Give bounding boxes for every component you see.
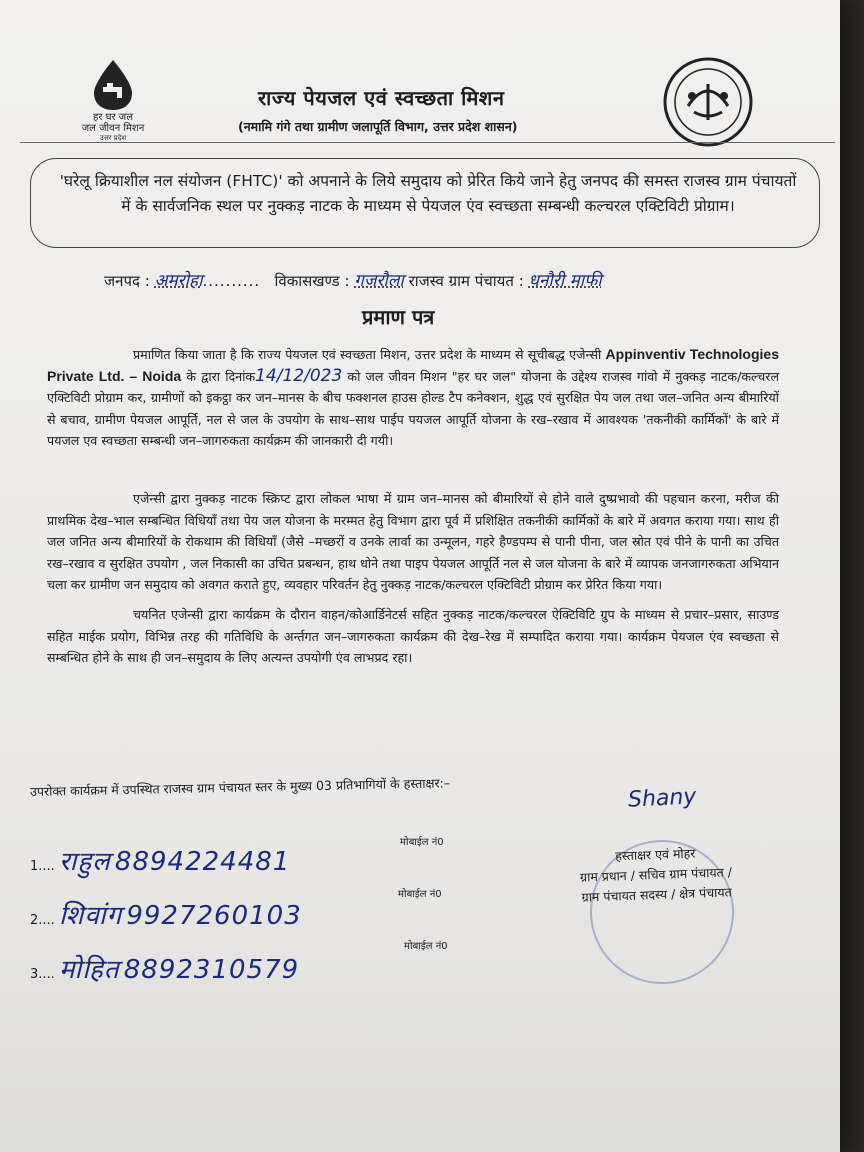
mobile-label: मोबाईल नं0 (398, 889, 442, 900)
agency-name: Appinventiv Technologies Private Ltd. – Noida (47, 346, 779, 384)
signatory-line3: ग्राम पंचायत सदस्य / क्षेत्र पंचायत (581, 884, 733, 905)
mobile-label: मोबाईल नं0 (404, 941, 448, 952)
attendee-phone: 9927260103 (126, 901, 302, 931)
header-divider (20, 142, 835, 143)
attendees-note: उपरोक्त कार्यक्रम में उपस्थित राजस्व ग्राम पंचायत स्तर के मुख्य 03 प्रतिभागियों के हस्ताक्षर:– (29, 775, 451, 800)
panchayat-label: राजस्व ग्राम पंचायत : (408, 272, 524, 290)
har-ghar-jal-logo (70, 58, 156, 143)
para1-c: को जल जीवन मिशन "हर घर जल" योजना के उद्देश्य राजस्व गांवो में नुक्कड़ नाटक/कल्चरल एक्टिविटी प्रोग्राम कर, ग्रामीणों को इकट्ठा कर जन–मानस के बीच फक्शनल हाउस होल्ड टैप कनेक्शन, शुद्ध एवं सुरक्षित पेय जल तथा जल–जनित अन्य बीमारियों से बचाव, ग्रामीण पेयजल आपूर्ति, नल से जल के उपयोग के साथ–साथ पाईप पयजल आपूर्ति योजना के रख–रखाव में आवश्यक 'तकनीकी कार्मिकों' के बारे में पयजल एव स्वच्छता सम्बन्धी जन–जागरुकता कार्यक्रम की जानकारी दी गयी। (47, 368, 779, 448)
banner-text: 'घरेलू क्रियाशील नल संयोजन (FHTC)' को अपनाने के लिये समुदाय को प्रेरित किये जाने हेतु जनपद की समस्त राजस्व ग्राम पंचायतों में के सार्वजनिक स्थल पर नुक्कड़ नाटक के माध्यम से पेयजल एंव स्वच्छता सम्बन्धी कल्चरल एक्टिविटी प्रोग्राम। (59, 172, 797, 215)
program-date: 14/12/023 (255, 365, 343, 386)
paragraph-2 (47, 488, 779, 596)
block-label: विकासखण्ड : (274, 272, 350, 290)
signatory-line2: ग्राम प्रधान / सचिव ग्राम पंचायत / (579, 864, 733, 885)
attendee-row (30, 837, 444, 878)
para2-text: एजेन्सी द्वारा नुक्कड़ नाटक स्क्रिप्ट द्वारा लोकल भाषा में ग्राम जन–मानस को बीमारियों से होने वाले दुष्प्रभावो की पहचान करना, मरीज की प्राथमिक देख–भाल सम्बन्धित विधियाँ तथा पेय जल योजना के मरम्मत हेतु विभाग द्वारा पूर्व में प्रशिक्षित तकनीकी कार्मिकों के बारे में अवगत कराया गया। साथ ही जल जनित अन्य बीमारियों के रोकथाम की विधियाँ (जैसे –मच्छरों व उनके लार्वा का उन्मूलन, गहरे हैण्डपम्प से पानी पीना, जल स्रोत एवं पीने के पानी का उचित रख–रखाव व सुरक्षित उपयोग , जल निकासी का उचित प्रबन्धन, हाथ धोने तथा पाइप पेयजल आपूर्ति नल से जल योजना के बारे में व्यापक जनजागरुकता अभियान चला कर ग्रामीण जन समुदाय को अवगत कराते हुए, व्यवहार परिवर्तन हेतु नुक्कड़ नाटक/कल्चरल एक्टिविटी प्रोग्राम कर प्रेरित किया गया। (47, 491, 779, 592)
attendee-number: 1.... (30, 859, 55, 874)
signatory-block (555, 842, 757, 909)
block-value: गजरौला (354, 271, 404, 291)
mobile-label: मोबाईल नं0 (400, 837, 444, 848)
attendee-row (30, 889, 442, 932)
attendee-name: शिवांग (58, 901, 123, 931)
para1-a: प्रमाणित किया जाता है कि राज्य पेयजल एवं स्वच्छता मिशन, उत्तर प्रदेश के माध्यम से सूचीबद्ध एजेन्सी (133, 347, 602, 362)
paragraph-3 (47, 604, 779, 669)
para3-text: चयनित एजेन्सी द्वारा कार्यक्रम के दौरान वाहन/कोआर्डिनेटर्स सहित नुक्कड़ नाटक/कल्चरल ऐक्टिविटि ग्रुप के माध्यम से प्रचार–प्रसार, साउण्ड सहित माईक प्रयोग, विभिन्न तरह की गतिविधि के अर्न्तगत जन–जागरुकता कार्यक्रम की देख–रेख में सम्पादित कराया गया। कार्यक्रम पेयजल एंव स्वच्छता से सम्बन्धित होने के साथ ही जन–समुदाय के लिए अत्यन्त उपयोगी एंव लाभप्रद रहा। (47, 607, 779, 665)
signatory-signature: Shany (627, 784, 697, 813)
attendee-phone: 8892310579 (123, 955, 300, 985)
para1-b: के द्वारा दिनांक (186, 368, 256, 384)
page-title: राज्य पेयजल एवं स्वच्छता मिशन (258, 86, 505, 110)
program-banner (30, 158, 820, 248)
attendee-name: मोहित (58, 955, 120, 985)
certificate-heading: प्रमाण पत्र (362, 305, 435, 329)
attendee-phone: 8894224481 (114, 847, 291, 877)
logo-line1: हर घर जल (93, 112, 133, 123)
up-government-seal (662, 56, 754, 152)
panchayat-value: धनौरी माफी (528, 271, 602, 291)
attendee-name: राहुल (58, 847, 111, 877)
page-subtitle: (नमामि गंगे तथा ग्रामीण जलापूर्ति विभाग, उत्तर प्रदेश शासन) (238, 119, 518, 134)
attendee-number: 2.... (30, 913, 55, 928)
attendee-number: 3.... (30, 967, 55, 982)
attendee-row (30, 941, 448, 986)
water-drop-icon (90, 58, 136, 112)
signatory-line1: हस्ताक्षर एवं मोहर (614, 845, 696, 864)
logo-line2: जल जीवन मिशन (81, 123, 145, 134)
location-line: जनपद : अमरोहा.......... विकासखण्ड : गजरौला राजस्व ग्राम पंचायत : धनौरी माफी (104, 271, 602, 291)
logo-line3: उत्तर प्रदेश (99, 134, 127, 142)
district-value: अमरोहा (154, 271, 203, 291)
paragraph-1 (47, 344, 779, 452)
emblem-icon (662, 56, 754, 148)
district-label: जनपद : (104, 272, 150, 290)
